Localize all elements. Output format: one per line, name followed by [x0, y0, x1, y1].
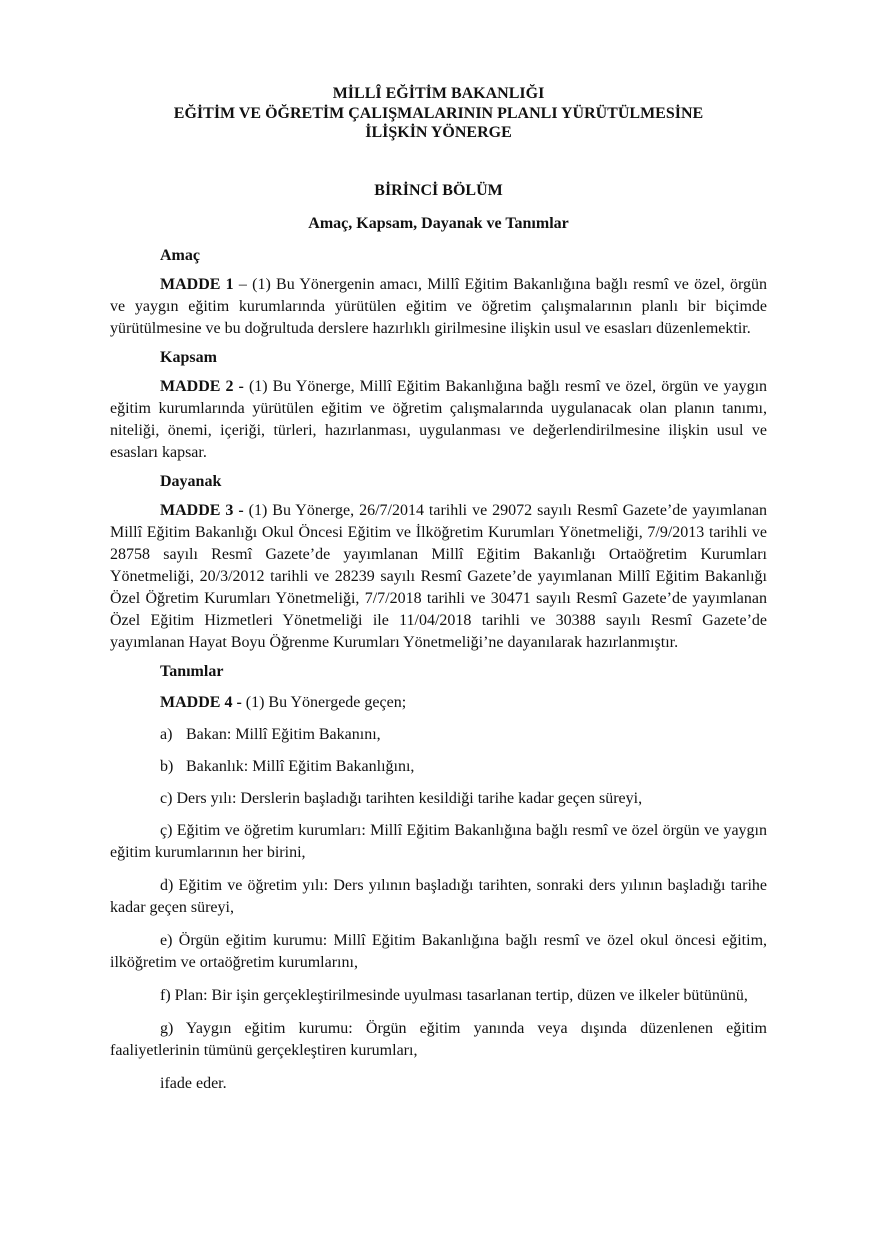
- definition-item-d: [110, 875, 767, 919]
- article-2-label: MADDE 2: [160, 378, 234, 395]
- title-line-1: MİLLÎ EĞİTİM BAKANLIĞI: [332, 85, 545, 102]
- item-marker: g): [160, 1020, 174, 1037]
- item-text: Yaygın eğitim kurumu: Örgün eğitim yanında veya dışında düzenlenen eğitim faaliyetlerinin tümünü gerçekleştiren kurumları,: [110, 1020, 767, 1059]
- definition-item-b: [110, 756, 767, 778]
- item-text: Ders yılı: Derslerin başladığı tarihten kesildiği tarihe kadar geçen süreyi,: [176, 790, 643, 807]
- item-marker: e): [160, 932, 173, 949]
- item-marker: ç): [160, 822, 173, 839]
- item-marker: b): [160, 758, 174, 775]
- definition-item-g: [110, 1018, 767, 1062]
- article-1-label: MADDE 1: [160, 276, 234, 293]
- definition-item-c: [110, 788, 767, 810]
- chapter-title: BİRİNCİ BÖLÜM: [374, 182, 503, 199]
- article-1: [110, 274, 767, 340]
- article-2-text: (1) Bu Yönerge, Millî Eğitim Bakanlığına bağlı resmî ve özel, örgün ve yaygın eğitim kurumlarında yürütülen eğitim ve öğretim çalışmalarında uygulanacak olan planın tanımı, niteliği, önemi, içeriği, türleri, hazırlanması, uygulanması ve değerlendirilmesine ilişkin usul ve esasları kapsar.: [110, 378, 768, 461]
- item-text: Plan: Bir işin gerçekleştirilmesinde uyulması tasarlanan tertip, düzen ve ilkeler bütününü,: [174, 987, 748, 1004]
- article-2: [110, 376, 767, 464]
- item-text: Eğitim ve öğretim kurumları: Millî Eğitim Bakanlığına bağlı resmî ve özel örgün ve yaygın eğitim kurumlarının her birini,: [110, 822, 768, 861]
- section-heading-amac: Amaç: [160, 247, 200, 264]
- article-4: [110, 692, 767, 714]
- article-4-sep: -: [232, 694, 246, 711]
- item-marker: c): [160, 790, 173, 807]
- item-text: Bakanlık: Millî Eğitim Bakanlığını,: [186, 758, 415, 775]
- article-1-text: (1) Bu Yönergenin amacı, Millî Eğitim Bakanlığına bağlı resmî ve özel, örgün ve yaygın eğitim kurumlarında yürütülen eğitim ve öğretim çalışmalarının planlı bir biçimde yürütülmesine ve bu doğrultuda derslere hazırlıklı girilmesine ilişkin usul ve esasları düzenlemektir.: [110, 276, 768, 337]
- article-3-sep: -: [233, 502, 249, 519]
- article-4-label: MADDE 4: [160, 694, 233, 711]
- article-4-text: (1) Bu Yönergede geçen;: [245, 694, 407, 711]
- definition-item-e: [110, 930, 767, 974]
- definition-item-c-cedilla: [110, 820, 767, 864]
- title-line-2: EĞİTİM VE ÖĞRETİM ÇALIŞMALARININ PLANLI YÜRÜTÜLMESİNE: [173, 104, 704, 122]
- item-marker: d): [160, 877, 174, 894]
- title-line-3: İLİŞKİN YÖNERGE: [365, 124, 512, 141]
- article-3: [110, 500, 767, 654]
- item-marker: a): [160, 726, 173, 743]
- section-heading-tanimlar: Tanımlar: [160, 663, 224, 680]
- section-heading-kapsam: Kapsam: [160, 349, 217, 366]
- section-heading-dayanak: Dayanak: [160, 473, 222, 490]
- chapter-subtitle: Amaç, Kapsam, Dayanak ve Tanımlar: [308, 215, 569, 232]
- definitions-closing: ifade eder.: [160, 1075, 227, 1092]
- item-text: Bakan: Millî Eğitim Bakanını,: [186, 726, 381, 743]
- item-marker: f): [160, 987, 171, 1004]
- article-1-sep: –: [233, 276, 253, 293]
- document-title: [110, 84, 767, 143]
- article-3-label: MADDE 3: [160, 502, 234, 519]
- definition-item-a: [110, 724, 767, 746]
- document-body: [110, 245, 767, 1106]
- article-2-sep: -: [233, 378, 249, 395]
- article-3-text: (1) Bu Yönerge, 26/7/2014 tarihli ve 29072 sayılı Resmî Gazete’de yayımlanan Millî Eğitim Bakanlığı Okul Öncesi Eğitim ve İlköğretim Kurumları Yönetmeliği, 7/9/2013 tarihli ve 28758 sayılı Resmî Gazete’de yayımlanan Millî Eğitim Bakanlığı Ortaöğretim Kurumları Yönetmeliği, 20/3/2012 tarihli ve 28239 sayılı Resmî Gazete’de yayımlanan Millî Eğitim Bakanlığı Özel Öğretim Kurumları Yönetmeliği, 7/7/2018 tarihli ve 30471 sayılı Resmî Gazete’de yayımlanan Özel Eğitim Hizmetleri Yönetmeliği ile 11/04/2018 tarihli ve 30388 sayılı Resmî Gazete’de yayımlanan Hayat Boyu Öğrenme Kurumları Yönetmeliği’ne dayanılarak hazırlanmıştır.: [110, 502, 768, 651]
- item-text: Örgün eğitim kurumu: Millî Eğitim Bakanlığına bağlı resmî ve özel okul öncesi eğitim, ilköğretim ve ortaöğretim kurumlarını,: [110, 932, 768, 971]
- item-text: Eğitim ve öğretim yılı: Ders yılının başladığı tarihten, sonraki ders yılının başladığı tarihe kadar geçen süreyi,: [110, 877, 768, 916]
- definition-item-f: [110, 985, 767, 1007]
